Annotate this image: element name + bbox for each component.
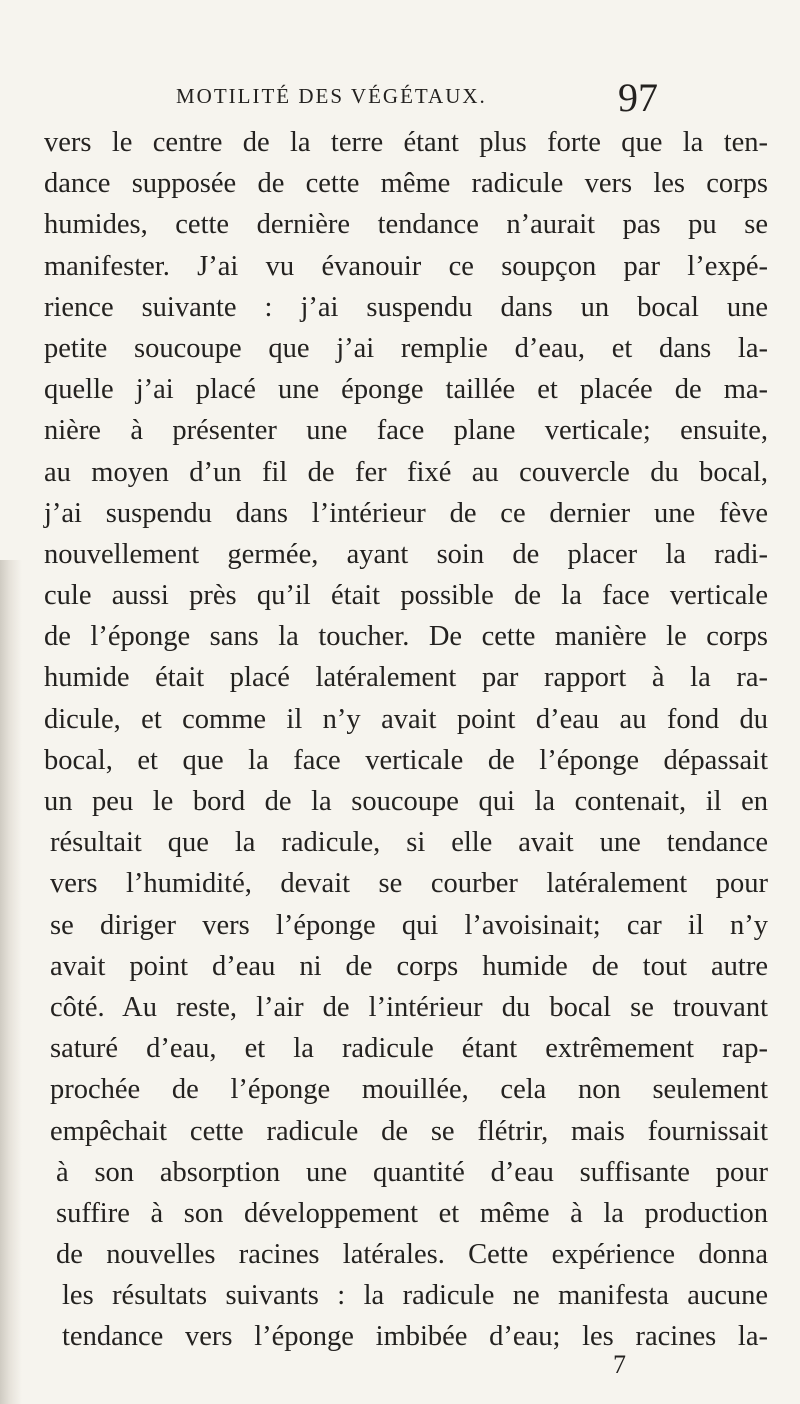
text-line: cule aussi près qu’il était possible de la face verticale — [44, 580, 768, 612]
text-line: se diriger vers l’éponge qui l’avoisinait; car il n’y — [50, 909, 768, 941]
text-line: nouvellement germée, ayant soin de placer la radi- — [44, 538, 768, 570]
text-line: saturé d’eau, et la radicule étant extrêmement rap- — [50, 1033, 768, 1065]
text-line: rience suivante : j’ai suspendu dans un bocal une — [44, 291, 768, 323]
text-line: quelle j’ai placé une éponge taillée et placée de ma- — [44, 374, 768, 406]
text-line: tendance vers l’éponge imbibée d’eau; les racines la- — [62, 1321, 768, 1353]
text-line: avait point d’eau ni de corps humide de tout autre — [50, 950, 768, 982]
text-line: vers l’humidité, devait se courber latéralement pour — [50, 868, 768, 900]
text-line: dance supposée de cette même radicule vers les corps — [44, 168, 768, 200]
text-line: à son absorption une quantité d’eau suffisante pour — [56, 1156, 768, 1188]
text-line: de nouvelles racines latérales. Cette expérience donna — [56, 1239, 768, 1271]
signature-mark: 7 — [613, 1350, 626, 1379]
page-number: 97 — [618, 75, 658, 120]
text-line: résultait que la radicule, si elle avait une tendance — [50, 827, 768, 859]
text-line: bocal, et que la face verticale de l’éponge dépassait — [44, 744, 768, 776]
text-line: humides, cette dernière tendance n’aurait pas pu se — [44, 209, 768, 241]
text-line: suffire à son développement et même à la production — [56, 1197, 768, 1229]
text-line: prochée de l’éponge mouillée, cela non seulement — [50, 1074, 768, 1106]
text-line: un peu le bord de la soucoupe qui la contenait, il en — [44, 786, 768, 817]
binding-shadow — [0, 560, 22, 1404]
text-line: au moyen d’un fil de fer fixé au couvercle du bocal, — [44, 456, 768, 488]
text-line: manifester. J’ai vu évanouir ce soupçon par l’expé- — [44, 250, 768, 282]
text-line: les résultats suivants : la radicule ne manifesta aucune — [62, 1280, 768, 1312]
text-line: vers le centre de la terre étant plus forte que la ten- — [44, 127, 768, 158]
text-line: j’ai suspendu dans l’intérieur de ce dernier une fève — [44, 497, 768, 529]
text-line: humide était placé latéralement par rapport à la ra- — [44, 662, 768, 694]
text-line: petite soucoupe que j’ai remplie d’eau, et dans la- — [44, 332, 768, 364]
text-line: nière à présenter une face plane verticale; ensuite, — [44, 415, 768, 447]
text-line: côté. Au reste, l’air de l’intérieur du bocal se trouvant — [50, 991, 768, 1023]
text-line: empêchait cette radicule de se flétrir, mais fournissait — [50, 1115, 768, 1147]
text-line: de l’éponge sans la toucher. De cette manière le corps — [44, 621, 768, 653]
body-text — [44, 122, 768, 1358]
running-head — [0, 74, 800, 120]
text-line: dicule, et comme il n’y avait point d’eau au fond du — [44, 703, 768, 735]
running-title: MOTILITÉ DES VÉGÉTAUX. — [176, 84, 487, 108]
